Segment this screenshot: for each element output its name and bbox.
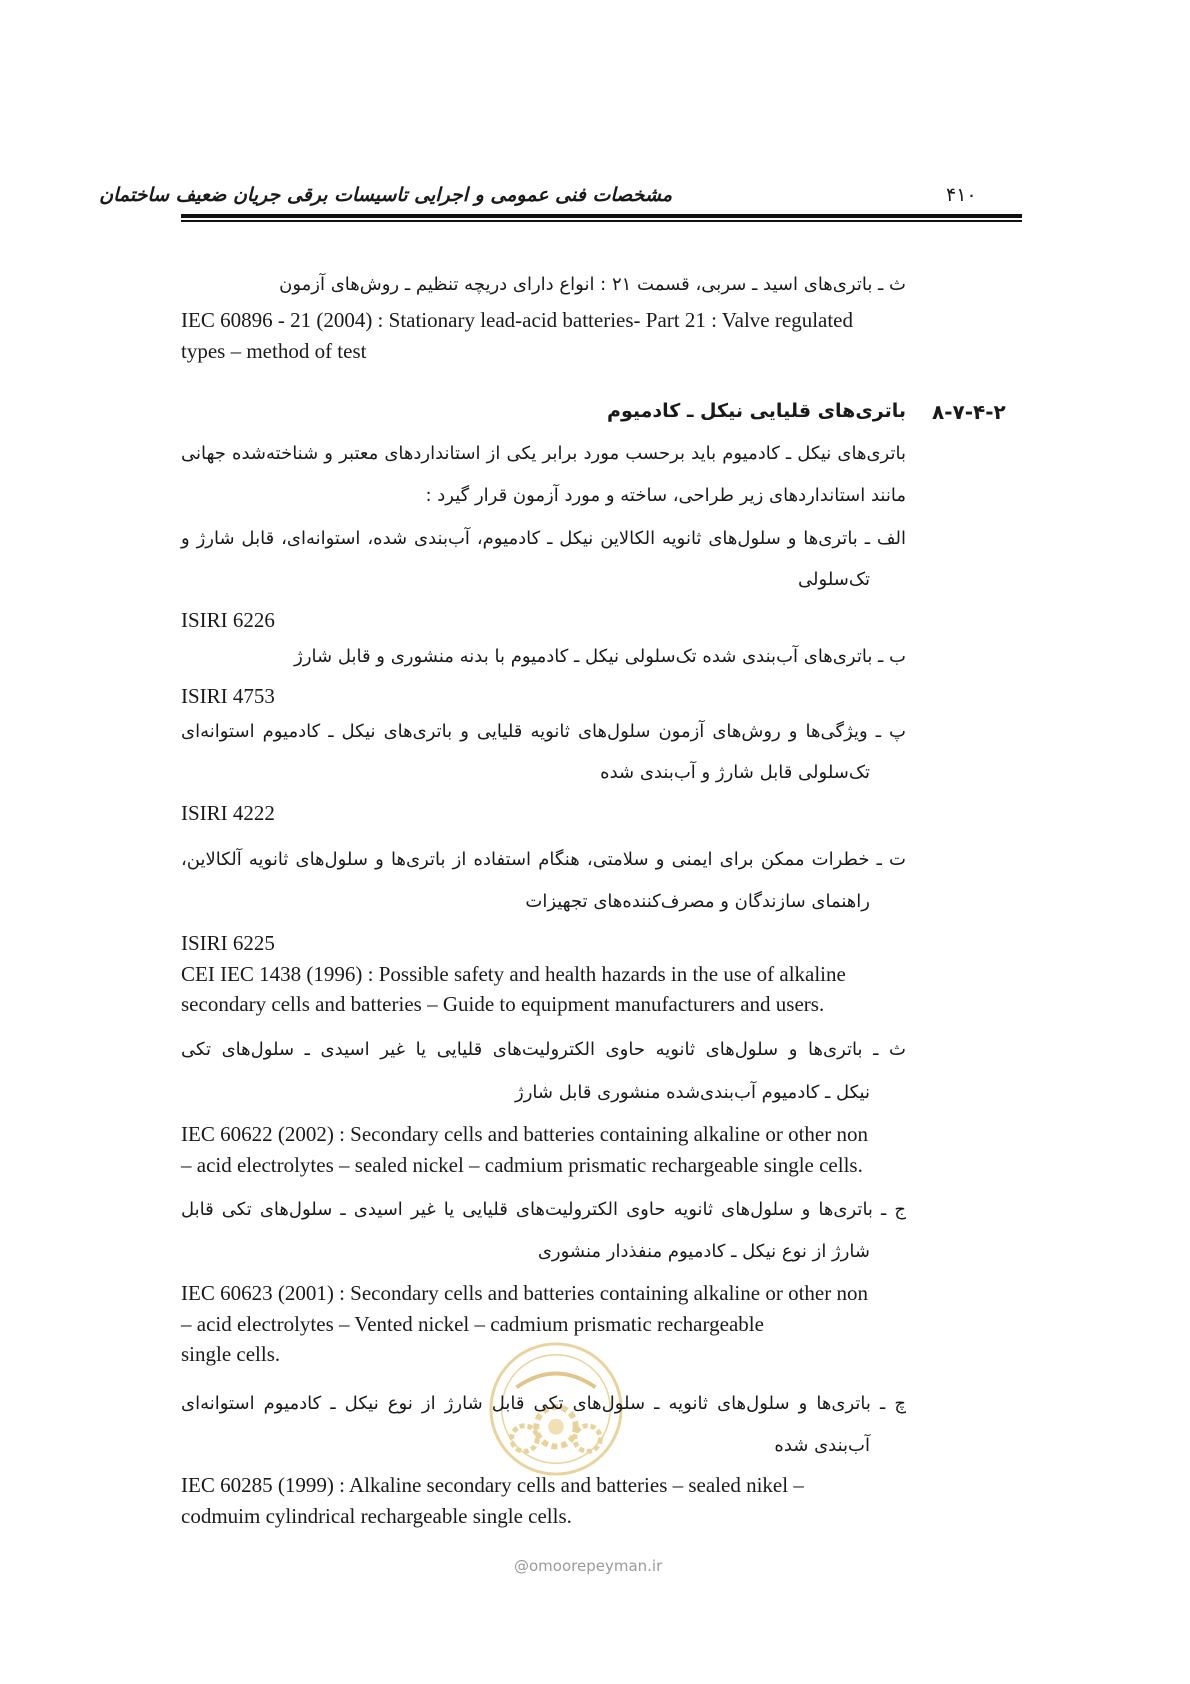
item-jim-2: شارژ از نوع نیکل ـ کادمیوم منفذدار منشوری xyxy=(537,1241,870,1262)
item-te-en-2: secondary cells and batteries – Guide to equipment manufacturers and users. xyxy=(181,992,825,1016)
item-te-1: ت ـ خطرات ممکن برای ایمنی و سلامتی، هنگام استفاده از باتری‌ها و سلول‌های ثانویه آلکالاین، xyxy=(181,849,906,870)
item-alef-1: الف ـ باتری‌ها و سلول‌های ثانویه الکالاین نیکل ـ کادمیوم، آب‌بندی شده، استوانه‌ای، قابل شارژ و xyxy=(181,528,906,549)
item-jim-en-1: IEC 60623 (2001) : Secondary cells and batteries containing alkaline or other non xyxy=(181,1281,868,1305)
item-se-1: ث ـ باتری‌ها و سلول‌های ثانویه حاوی الکترولیت‌های قلیایی یا غیر اسیدی ـ سلول‌های تکی xyxy=(181,1039,906,1060)
section-intro-2: مانند استانداردهای زیر طراحی، ساخته و مورد آزمون قرار گیرد : xyxy=(425,485,906,506)
section-intro-1: باتری‌های نیکل ـ کادمیوم باید برحسب مورد برابر یکی از استانداردهای معتبر و شناخته‌شده جهانی xyxy=(181,443,906,464)
item-te-2: راهنمای سازندگان و مصرف‌کننده‌های تجهیزات xyxy=(525,891,870,912)
item-che-1: چ ـ باتری‌ها و سلول‌های ثانویه ـ سلول‌های تکی قابل شارژ از نوع نیکل ـ کادمیوم استوانه‌ای xyxy=(181,1393,906,1414)
header-rule-thin xyxy=(181,220,1022,222)
item-pe-standard: ISIRI 4222 xyxy=(181,801,275,825)
running-header-title: مشخصات فنی عمومی و اجرایی تاسیسات برقی جریان ضعیف ساختمان xyxy=(99,184,672,206)
item-be-standard: ISIRI 4753 xyxy=(181,684,275,708)
item-pe-1: پ ـ ویژگی‌ها و روش‌های آزمون سلول‌های ثانویه قلیایی و باتری‌های نیکل ـ کادمیوم استوانه‌ای xyxy=(181,721,906,742)
item-jim-en-3: single cells. xyxy=(181,1342,281,1366)
item-che-en-1: IEC 60285 (1999) : Alkaline secondary cells and batteries – sealed nikel – xyxy=(181,1473,804,1497)
item-che-en-2: codmuim cylindrical rechargeable single cells. xyxy=(181,1504,572,1528)
item-che-2: آب‌بندی شده xyxy=(774,1435,870,1456)
item-pe-2: تک‌سلولی قابل شارژ و آب‌بندی شده xyxy=(600,762,870,783)
at-sign-icon: @ xyxy=(514,1557,529,1575)
header-rule-thick xyxy=(181,214,1022,218)
section-title: باتری‌های قلیایی نیکل ـ کادمیوم xyxy=(607,400,906,422)
item-se-top-fa: ث ـ باتری‌های اسید ـ سربی، قسمت ۲۱ : انواع دارای دریچه تنظیم ـ روش‌های آزمون xyxy=(279,274,906,295)
item-jim-1: ج ـ باتری‌ها و سلول‌های ثانویه حاوی الکترولیت‌های قلیایی یا غیر اسیدی ـ سلول‌های تکی قابل xyxy=(181,1199,906,1220)
item-se-top-en-2: types – method of test xyxy=(181,339,367,363)
item-se-en-1: IEC 60622 (2002) : Secondary cells and batteries containing alkaline or other non xyxy=(181,1122,868,1146)
item-alef-standard: ISIRI 6226 xyxy=(181,608,275,632)
item-te-standard: ISIRI 6225 xyxy=(181,931,275,955)
item-be-1: ب ـ باتری‌های آب‌بندی شده تک‌سلولی نیکل ـ کادمیوم با بدنه منشوری و قابل شارژ xyxy=(294,646,906,667)
item-se-top-en-1: IEC 60896 - 21 (2004) : Stationary lead-acid batteries- Part 21 : Valve regulated xyxy=(181,308,853,332)
item-te-en-1: CEI IEC 1438 (1996) : Possible safety and health hazards in the use of alkaline xyxy=(181,962,846,986)
item-se-en-2: – acid electrolytes – sealed nickel – cadmium prismatic rechargeable single cells. xyxy=(181,1153,863,1177)
section-number: ۸-۷-۴-۲ xyxy=(932,400,1006,424)
watermark-site: @omoorepeyman.ir xyxy=(514,1557,663,1575)
item-alef-2: تک‌سلولی xyxy=(798,569,870,590)
item-jim-en-2: – acid electrolytes – Vented nickel – cadmium prismatic rechargeable xyxy=(181,1312,764,1336)
page-number: ۴۱۰ xyxy=(946,184,977,206)
item-se-2: نیکل ـ کادمیوم آب‌بندی‌شده منشوری قابل شارژ xyxy=(515,1082,870,1103)
